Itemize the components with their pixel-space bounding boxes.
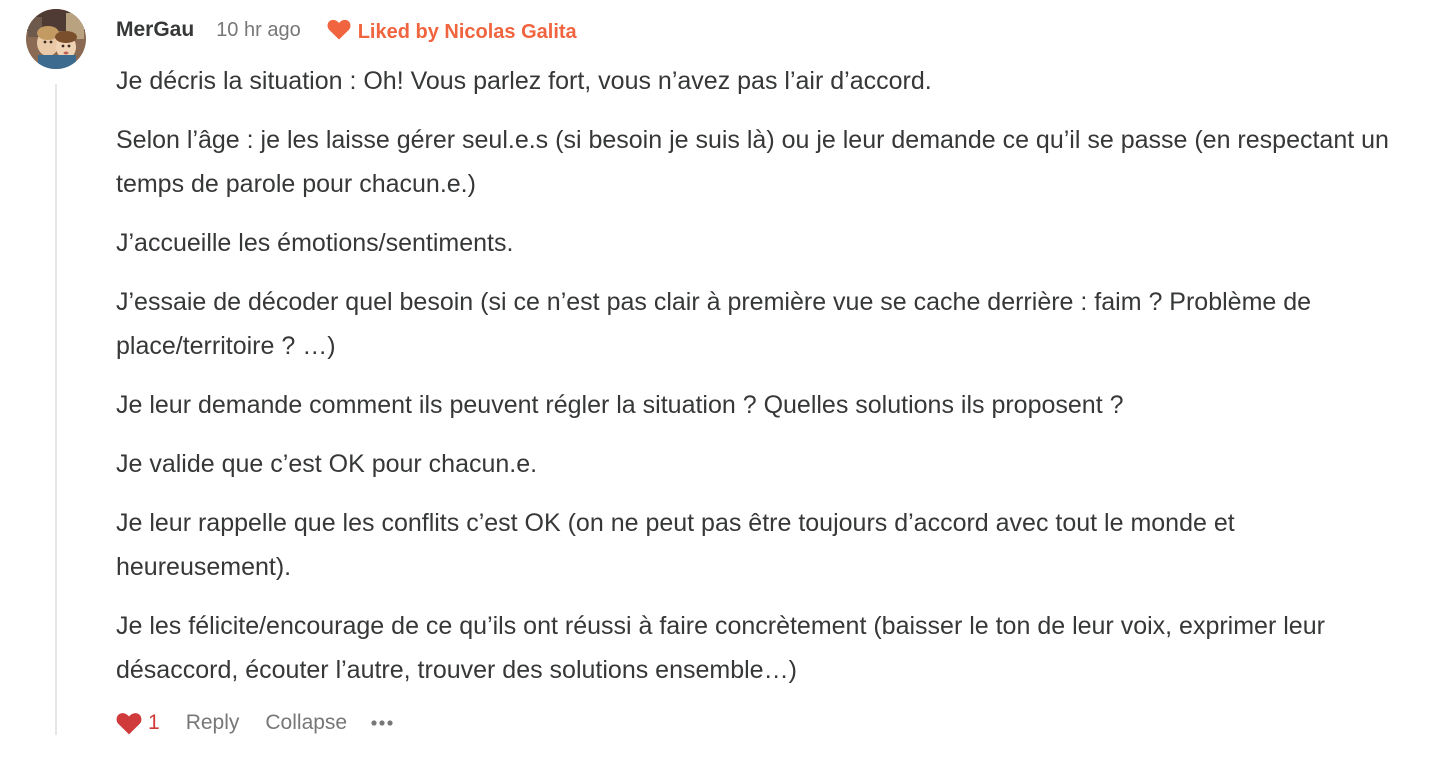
comment-header <box>116 14 577 46</box>
reply-button[interactable]: Reply <box>185 711 240 734</box>
heart-icon <box>116 712 142 735</box>
comment-paragraph: Je leur rappelle que les conflits c’est OK (on ne peut pas être toujours d’accord avec tout le monde et heureusement). <box>116 509 1235 581</box>
comment-paragraph: Je les félicite/encourage de ce qu’ils ont réussi à faire concrètement (baisser le ton de leur voix, exprimer leur désaccord, écouter l’autre, trouver des solutions ensemble…) <box>116 612 1325 684</box>
comment-paragraph: J’accueille les émotions/sentiments. <box>116 229 514 257</box>
avatar[interactable] <box>26 9 86 69</box>
author-name[interactable]: MerGau <box>116 18 195 41</box>
comment-paragraph: Je décris la situation : Oh! Vous parlez fort, vous n’avez pas l’air d’accord. <box>116 67 932 95</box>
liked-by-text: Liked by Nicolas Galita <box>357 20 577 43</box>
comment-paragraph: Je leur demande comment ils peuvent régler la situation ? Quelles solutions ils proposent ? <box>116 391 1124 419</box>
heart-icon <box>327 19 351 40</box>
ellipsis-icon <box>371 720 393 726</box>
comment-paragraph: J’essaie de décoder quel besoin (si ce n’est pas clair à première vue se cache derrière : faim ? Problème de place/territoire ? …) <box>116 288 1312 360</box>
comment-paragraph: Selon l’âge : je les laisse gérer seul.e.s (si besoin je suis là) ou je leur demande ce qu’il se passe (en respectant un temps de parole pour chacun.e.) <box>116 126 1389 198</box>
collapse-button[interactable]: Collapse <box>265 711 348 734</box>
avatar-photo-icon <box>26 9 86 69</box>
comment-actions <box>116 705 393 741</box>
like-count: 1 <box>148 711 160 734</box>
thread-line[interactable] <box>55 84 57 735</box>
like-button[interactable] <box>116 711 160 735</box>
liked-by-badge <box>327 21 577 44</box>
comment-body <box>116 59 1406 707</box>
more-options-button[interactable] <box>371 713 393 733</box>
timestamp[interactable]: 10 hr ago <box>216 18 301 41</box>
comment-paragraph: Je valide que c’est OK pour chacun.e. <box>116 450 538 478</box>
